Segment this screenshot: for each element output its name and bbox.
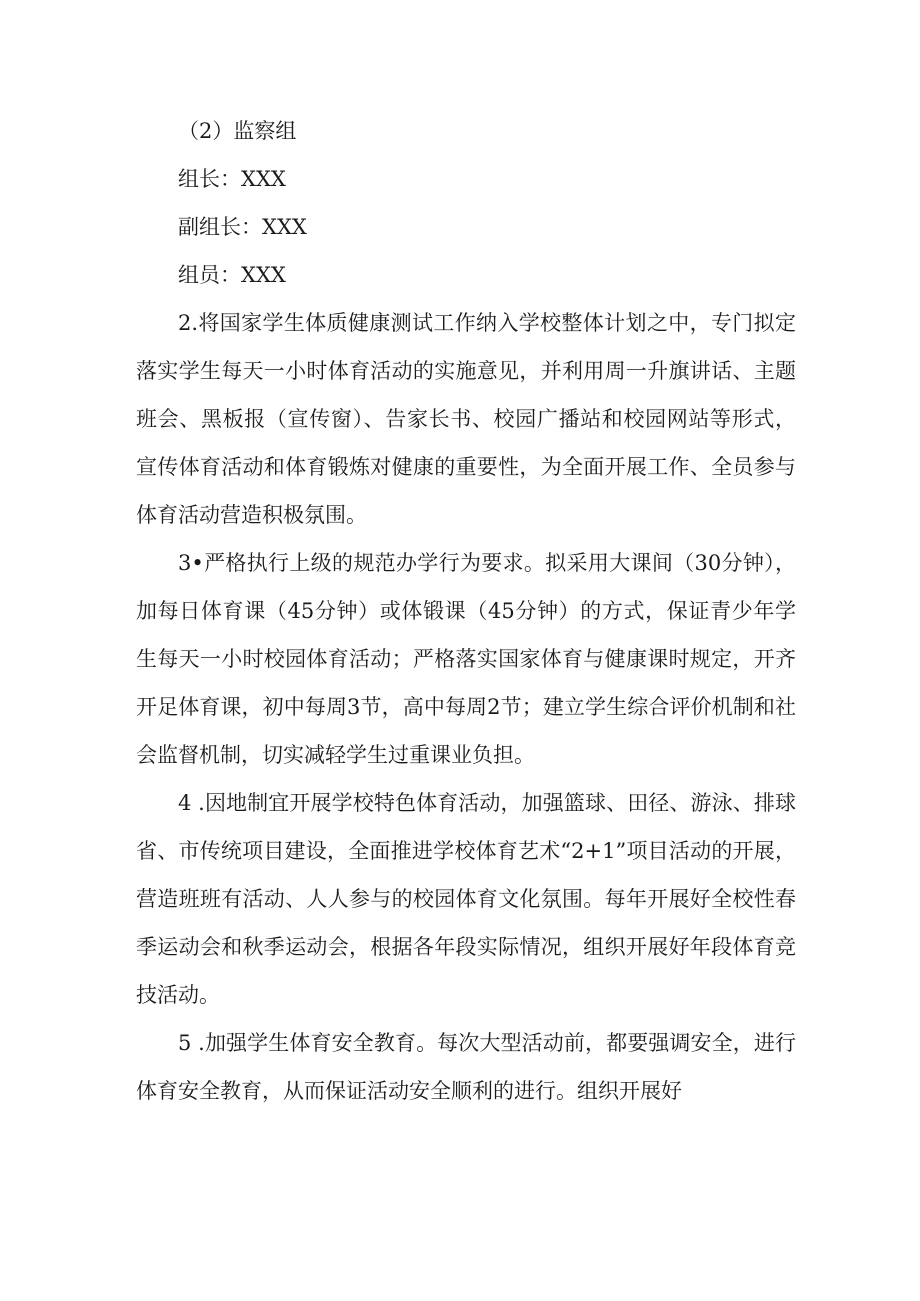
member-line: 组员：XXX <box>178 263 286 287</box>
paragraph-3: 3•严格执行上级的规范办学行为要求。拟采用大课间（30分钟），加每日体育课（45分钟）或体锻课（45分钟）的方式，保证青少年学生每天一小时校园体育活动；严格落实国家体育与健康课时规定，开齐开足体育课，初中每周3节，高中每周2节；建立学生综合评价机制和社会监督机制，切实减轻学生过重课业负担。 <box>136 551 796 767</box>
paragraph-4: 4 .因地制宜开展学校特色体育活动，加强篮球、田径、游泳、排球省、市传统项目建设，全面推进学校体育艺术“2+1”项目活动的开展，营造班班有活动、人人参与的校园体育文化氛围。每年开展好全校性春季运动会和秋季运动会，根据各年段实际情况，组织开展好年段体育竞技活动。 <box>136 791 796 1007</box>
paragraph-2: 2.将国家学生体质健康测试工作纳入学校整体计划之中，专门拟定落实学生每天一小时体育活动的实施意见，并利用周一升旗讲话、主题班会、黑板报（宣传窗）、告家长书、校园广播站和校园网站等形式，宣传体育活动和体育锻炼对健康的重要性，为全面开展工作、全员参与体育活动营造积极氛围。 <box>136 311 796 527</box>
leader-line: 组长：XXX <box>178 167 286 191</box>
section-heading: （2）监察组 <box>178 119 297 143</box>
document-body <box>136 107 796 1115</box>
paragraph-5: 5 .加强学生体育安全教育。每次大型活动前，都要强调安全，进行体育安全教育，从而保证活动安全顺利的进行。组织开展好 <box>136 1031 796 1103</box>
deputy-leader-line: 副组长：XXX <box>178 215 307 239</box>
